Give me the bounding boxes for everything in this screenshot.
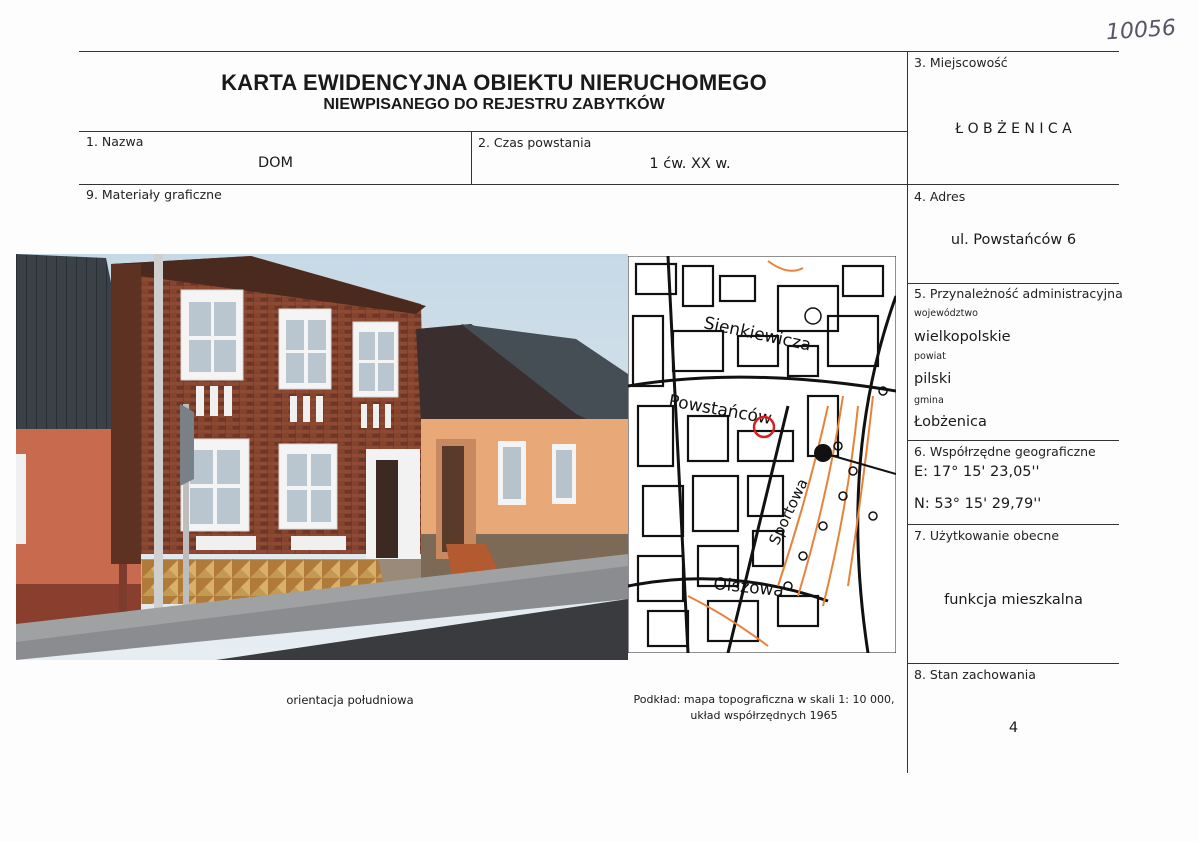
wspolrzedne-bottom-border <box>907 524 1119 525</box>
wspolrzedne-label: 6. Współrzędne geograficzne <box>914 444 1096 459</box>
gmina-value: Łobżenica <box>914 414 987 430</box>
building-photo <box>16 254 628 660</box>
row1-bottom-border <box>79 184 908 185</box>
przynaleznosc-bottom-border <box>907 440 1119 441</box>
powiat-label: powiat <box>914 351 946 362</box>
miejscowosc-value: Ł O B Ż E N I C A <box>955 121 1072 137</box>
uzytkowanie-bottom-border <box>907 663 1119 664</box>
wojewodztwo-label: województwo <box>914 308 978 319</box>
map-caption-line2: układ współrzędnych 1965 <box>690 709 838 722</box>
miejscowosc-label: 3. Miejscowość <box>914 55 1008 70</box>
adres-value: ul. Powstańców 6 <box>950 232 1077 248</box>
top-border <box>79 51 1119 52</box>
archive-number-stamp: 10056 <box>1105 15 1177 46</box>
adres-label: 4. Adres <box>914 189 966 204</box>
document-title: KARTA EWIDENCYJNA OBIEKTU NIERUCHOMEGO <box>221 70 767 95</box>
coordinate-e: E: 17° 15' 23,05'' <box>914 464 1040 480</box>
document-subtitle: NIEWPISANEGO DO REJESTRU ZABYTKÓW <box>323 96 665 113</box>
topographic-map <box>628 256 896 653</box>
miejscowosc-bottom-border <box>907 184 1119 185</box>
stan-label: 8. Stan zachowania <box>914 667 1036 682</box>
map-label-sienkiewicza: Sienkiewicza <box>701 313 813 356</box>
stan-value: 4 <box>1008 720 1019 736</box>
powiat-value: pilski <box>914 371 952 387</box>
przynaleznosc-label: 5. Przynależność administracyjna <box>914 286 1123 301</box>
coordinate-n: N: 53° 15' 29,79'' <box>914 496 1042 512</box>
title-bottom-border <box>79 131 908 132</box>
map-label-powstancow: Powstańców <box>667 391 774 430</box>
gmina-label: gmina <box>914 395 944 406</box>
czas-value: 1 ćw. XX w. <box>649 156 731 172</box>
czas-label: 2. Czas powstania <box>478 135 592 150</box>
nazwa-label: 1. Nazwa <box>86 134 144 149</box>
uzytkowanie-label: 7. Użytkowanie obecne <box>914 528 1060 543</box>
uzytkowanie-value: funkcja mieszkalna <box>944 592 1083 608</box>
map-caption-line1: Podkład: mapa topograficzna w skali 1: 10 000, <box>633 693 895 706</box>
materialy-label: 9. Materiały graficzne <box>86 187 222 202</box>
nazwa-value: DOM <box>257 155 294 171</box>
photo-caption: orientacja południowa <box>286 693 414 707</box>
wojewodztwo-value: wielkopolskie <box>914 329 1011 345</box>
adres-bottom-border <box>907 283 1119 284</box>
map-label-sportowa: Sportowa <box>765 475 812 548</box>
map-label-olszowa: Olszowa <box>712 574 785 602</box>
